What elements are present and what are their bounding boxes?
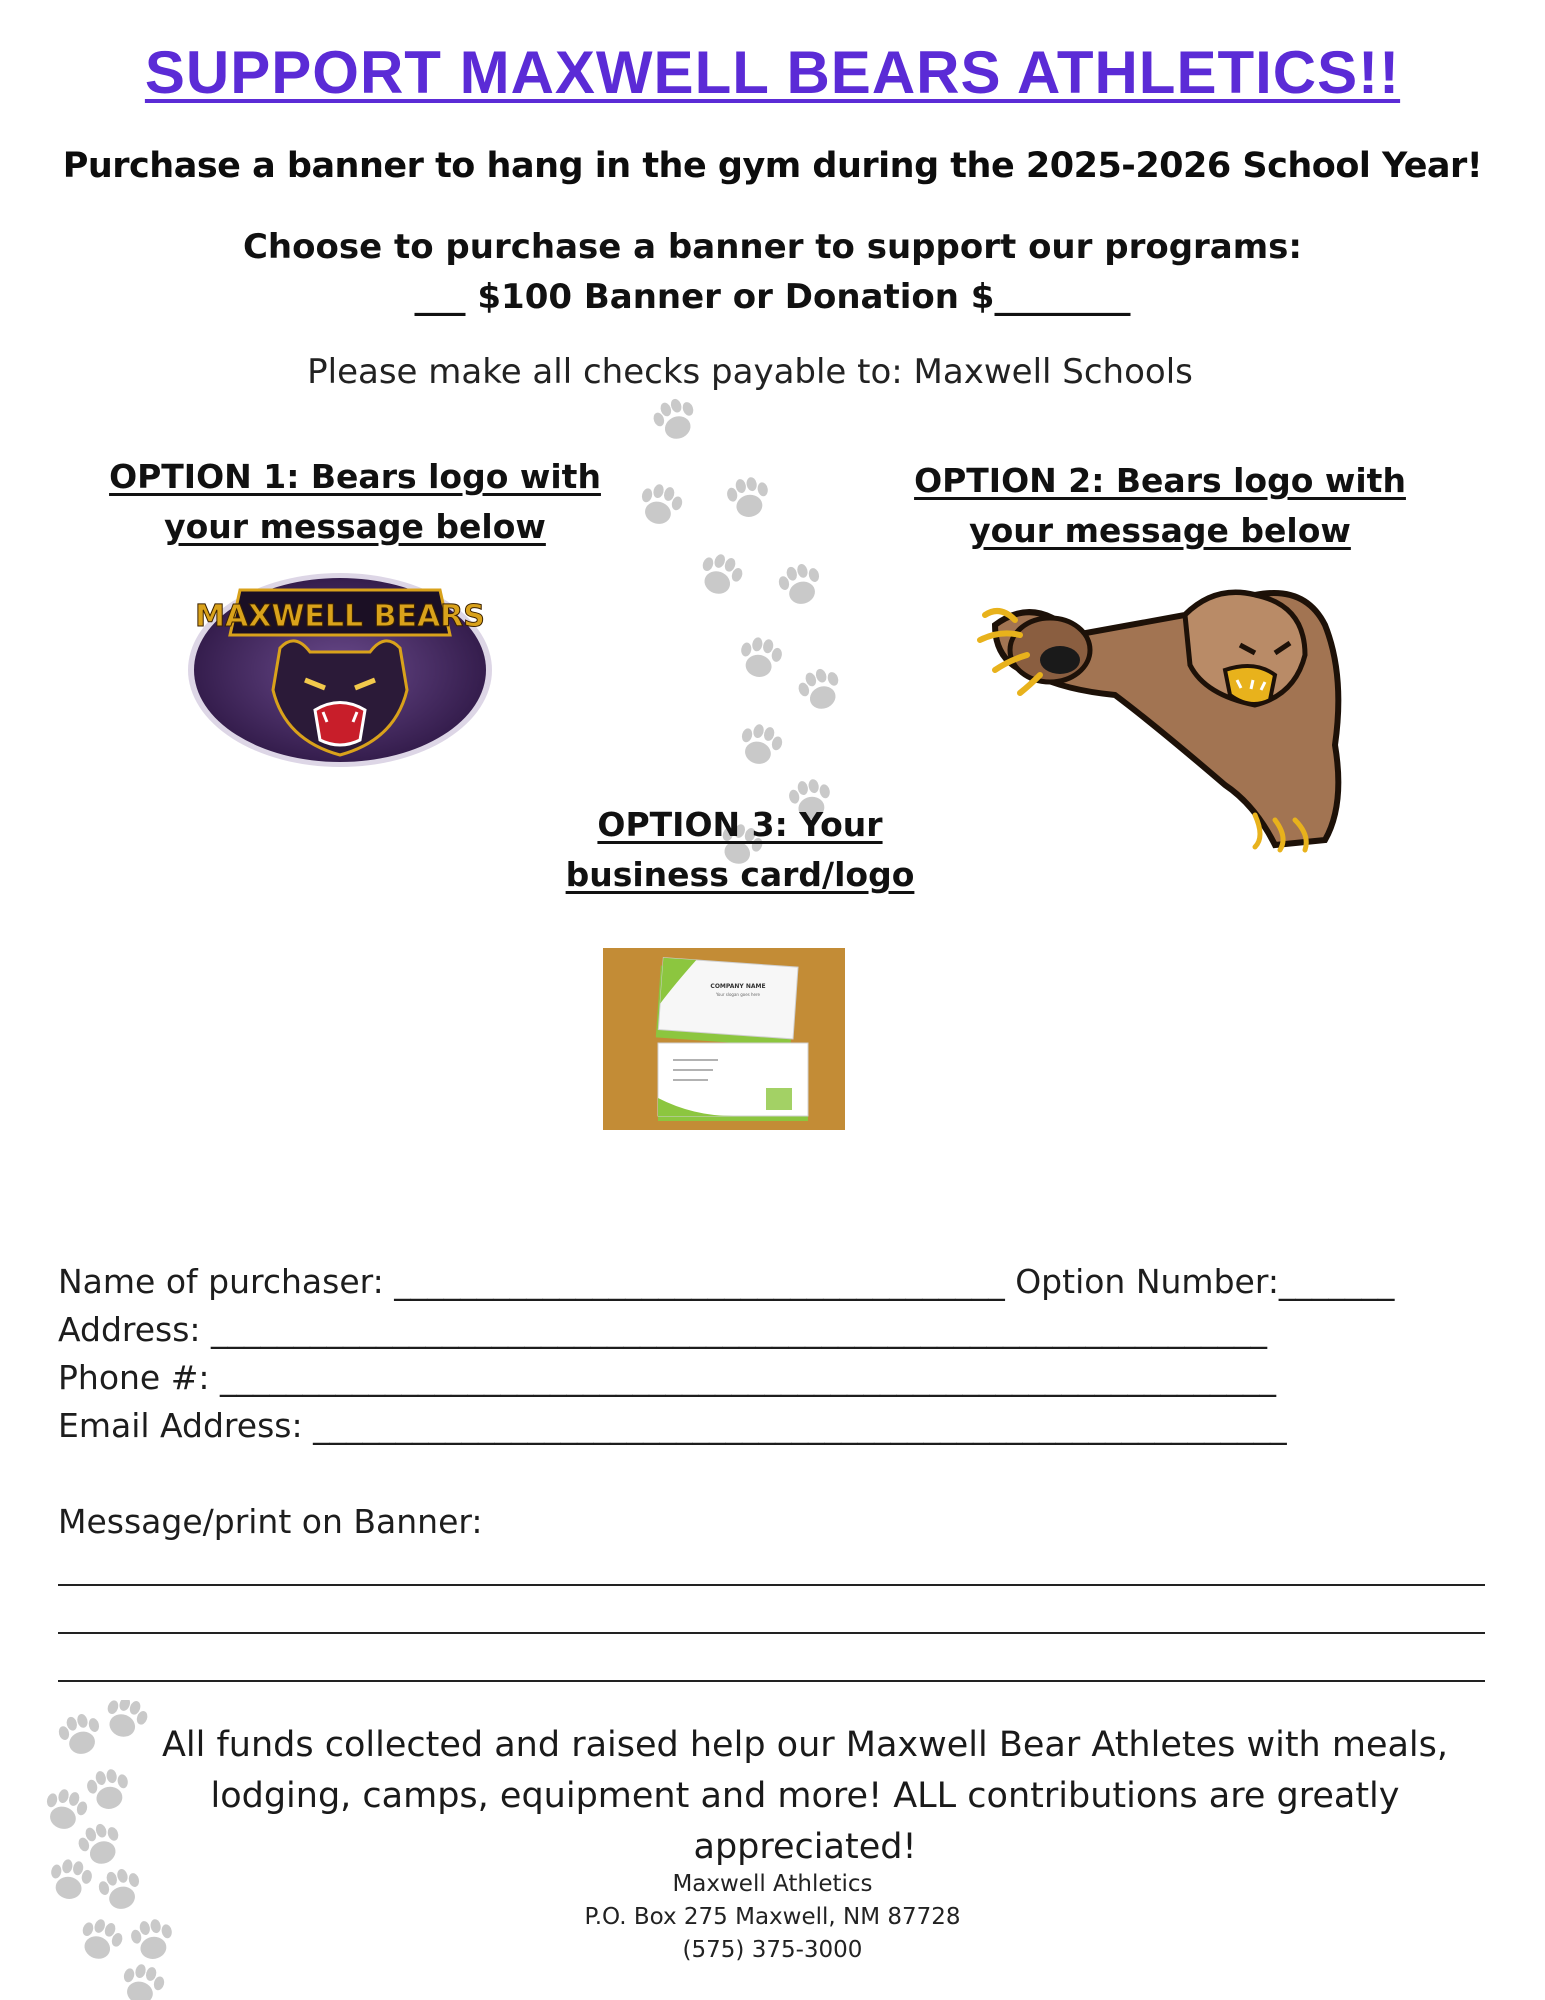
checks-payable: Please make all checks payable to: Maxwell Schools	[307, 352, 1193, 392]
footer-name: Maxwell Athletics	[672, 1871, 873, 1897]
maxwell-bears-logo-icon	[185, 570, 495, 770]
option-1-title: OPTION 1: Bears logo with your message below	[109, 457, 601, 546]
business-card-photo-icon	[603, 948, 845, 1130]
logo-text: MAXWELL BEARS	[195, 599, 485, 634]
purchaser-field[interactable]: Name of purchaser: _____________________________________ Option Number:_______	[58, 1262, 1395, 1301]
email-field[interactable]: Email Address: ___________________________________________________________	[58, 1406, 1287, 1445]
message-label: Message/print on Banner:	[58, 1502, 483, 1541]
phone-field[interactable]: Phone #: ________________________________________________________________	[58, 1358, 1276, 1397]
address-field[interactable]: Address: ________________________________________________________________	[58, 1310, 1268, 1349]
page-title: SUPPORT MAXWELL BEARS ATHLETICS!!	[144, 39, 1401, 106]
footer-contact	[0, 1868, 1545, 1967]
price-line: ___ $100 Banner or Donation $________	[414, 277, 1131, 317]
choose-line: Choose to purchase a banner to support our programs:	[242, 227, 1303, 267]
footer-address: P.O. Box 275 Maxwell, NM 87728	[584, 1904, 961, 1930]
card-tagline: Your slogan goes here	[715, 992, 761, 997]
card-company-name: COMPANY NAME	[710, 983, 766, 990]
funds-statement: All funds collected and raised help our Maxwell Bear Athletes with meals, lodging, camps, equipment and more! ALL contributions are greatly appreciated!	[161, 1725, 1449, 1867]
subtitle: Purchase a banner to hang in the gym during the 2025-2026 School Year!	[62, 146, 1483, 186]
message-line-1[interactable]	[58, 1584, 1485, 1586]
footer-phone: (575) 375-3000	[682, 1937, 863, 1963]
message-line-2[interactable]	[58, 1632, 1485, 1634]
option-3-title: OPTION 3: Your business card/logo	[565, 805, 915, 894]
option-2-title: OPTION 2: Bears logo with your message below	[914, 461, 1406, 550]
purchase-choice	[0, 222, 1545, 322]
bear-mascot-icon	[955, 575, 1375, 855]
message-line-3[interactable]	[58, 1680, 1485, 1682]
